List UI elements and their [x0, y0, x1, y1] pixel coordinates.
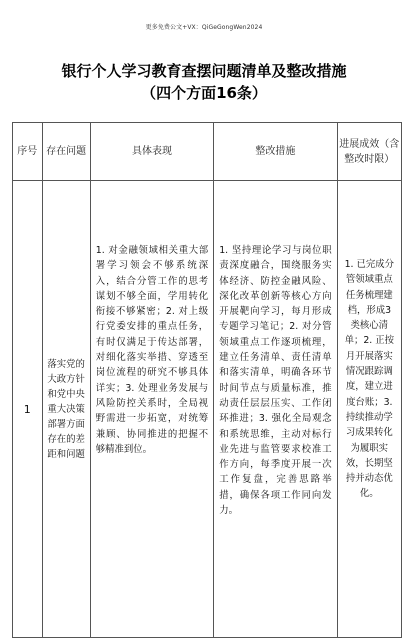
row-number: 1 [13, 181, 43, 638]
header-no: 序号 [13, 123, 43, 181]
document-title [0, 60, 408, 104]
title-line-1: 银行个人学习教育查摆问题清单及整改措施 [61, 62, 347, 80]
title-line-2: （四个方面16条） [141, 84, 267, 102]
row-progress: 1. 已完成分管领域重点任务梳理建档，形成3类核心清单；2. 正按月开展落实情况跟踪调度，建立进度台账；3. 持续推动学习成果转化为履职实效，长期坚持并动态优化。 [337, 181, 401, 638]
header-manifestation: 具体表现 [90, 123, 213, 181]
header-problem: 存在问题 [42, 123, 90, 181]
row-problem: 落实党的大政方针和党中央重大决策部署方面存在的差距和问题 [42, 181, 90, 638]
problem-list-table [12, 122, 402, 638]
watermark-text: 更多免费公文+VX：QiGeGongWen2024 [145, 24, 263, 31]
row-manifestation: 1. 对金融领域相关重大部署学习领会不够系统深入，结合分管工作的思考谋划不够全面，学用转化衔接不够紧密；2. 对上级行党委安排的重点任务，有时仅满足于传达部署，对细化落实举措、穿透至岗位流程的研究不够具体详实；3. 处理业务发展与风险防控关系时，全局视野需进一步拓宽，对统筹兼顾、协同推进的把握不够精准到位。 [90, 181, 213, 638]
header-measures: 整改措施 [214, 123, 337, 181]
table-header-row [13, 123, 402, 181]
table-row [13, 181, 402, 638]
row-measures: 1. 坚持理论学习与岗位职责深度融合，围绕服务实体经济、防控金融风险、深化改革创新等核心方向开展靶向学习，每月形成专题学习笔记；2. 对分管领域重点工作逐项梳理，建立任务清单、责任清单和落实清单，明确各环节时间节点与质量标准，推动责任层层压实、工作闭环推进；3. 强化全局观念和系统思维，主动对标行业先进与监管要求校准工作方向，每季度开展一次工作复盘，完善思路举措，确保各项工作同向发力。 [214, 181, 337, 638]
header-progress: 进展成效（含整改时限） [337, 123, 401, 181]
